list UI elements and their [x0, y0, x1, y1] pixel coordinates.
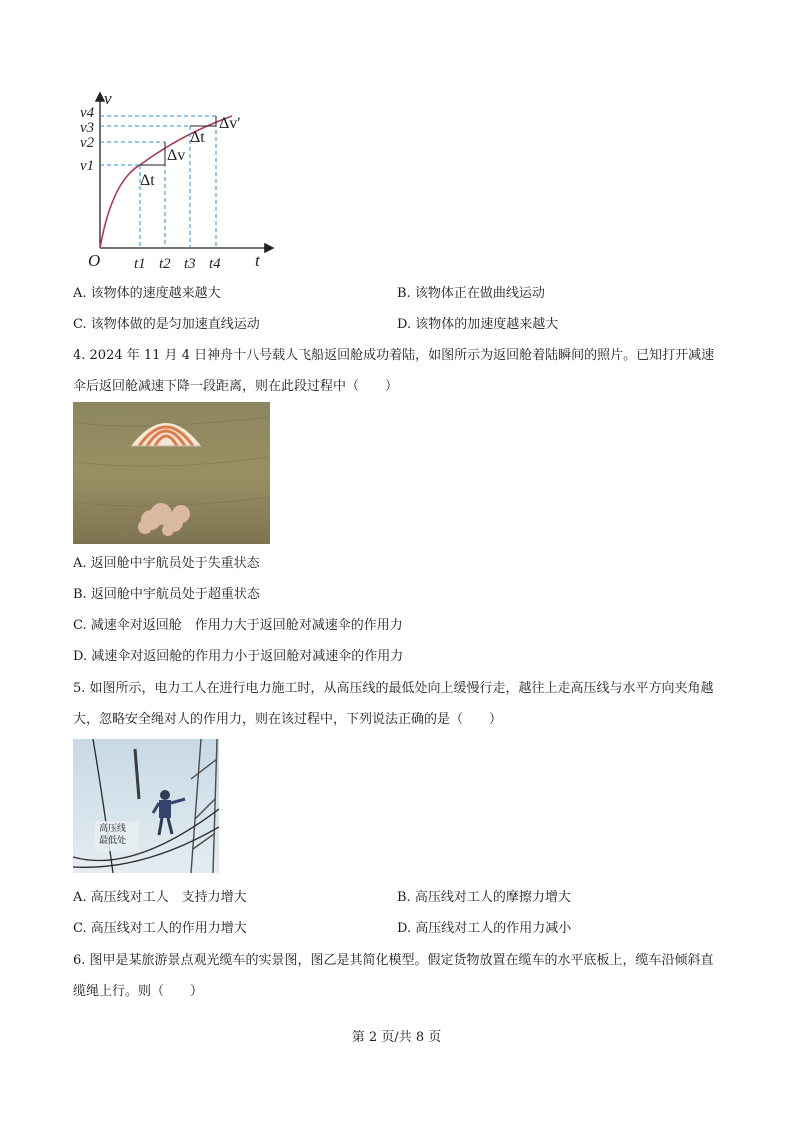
q6-stem: 6. 图甲是某旅游景点观光缆车的实景图，图乙是其简化模型。假定货物放置在缆车的水平底板上，缆车沿倾斜直缆绳上行。则（ ）	[73, 953, 714, 999]
q5-stem: 5. 如图所示，电力工人在进行电力施工时，从高压线的最低处向上缓慢行走，越往上走高压线与水平方向夹角越大，忽略安全绳对人的作用力，则在该过程中，下列说法正确的是（ ）	[73, 681, 714, 727]
q3-option-b[interactable]: B. 该物体正在做曲线运动	[397, 286, 545, 301]
velocity-time-graph	[72, 86, 287, 276]
q5-option-d[interactable]: D. 高压线对工人的作用力减小	[397, 921, 572, 936]
q3-option-c[interactable]: C. 该物体做的是匀加速直线运动	[73, 317, 260, 332]
velocity-curve	[100, 116, 232, 248]
dv-prime-label: Δv′	[219, 115, 241, 132]
photo-label-high-voltage-line: 高压线	[99, 824, 127, 834]
t-axis-label: t	[255, 251, 260, 270]
dt-label-2: Δt	[190, 129, 205, 146]
t2-label: t2	[159, 256, 171, 272]
v4-label: v4	[80, 105, 95, 121]
t1-label: t1	[134, 256, 146, 272]
q4-option-c[interactable]: C. 减速伞对返回舱 作用力大于返回舱对减速伞的作用力	[73, 618, 403, 633]
v-axis-label: v	[104, 89, 112, 108]
power-line-worker-photo	[73, 739, 219, 873]
q4-option-d[interactable]: D. 减速伞对返回舱的作用力小于返回舱对减速伞的作用力	[73, 649, 404, 664]
q4-option-b[interactable]: B. 返回舱中宇航员处于超重状态	[73, 587, 260, 602]
v2-label: v2	[80, 135, 95, 151]
t3-label: t3	[184, 256, 196, 272]
origin-label: O	[88, 251, 101, 270]
capsule-landing-photo	[73, 402, 270, 544]
q5-option-b[interactable]: B. 高压线对工人的摩擦力增大	[397, 890, 571, 905]
v3-label: v3	[80, 120, 95, 136]
q5-option-c[interactable]: C. 高压线对工人的作用力增大	[73, 921, 247, 936]
q4-stem: 4. 2024 年 11 月 4 日神舟十八号载人飞船返回舱成功着陆，如图所示为返回舱着陆瞬间的照片。已知打开减速伞后返回舱减速下降一段距离，则在此段过程中（ ）	[73, 348, 715, 394]
photo-label-lowest-point: 最低处	[99, 836, 127, 846]
t4-label: t4	[209, 256, 221, 272]
q4-option-a[interactable]: A. 返回舱中宇航员处于失重状态	[73, 556, 260, 571]
q3-option-a[interactable]: A. 该物体的速度越来越大	[73, 286, 221, 301]
page-footer: 第 2 页/共 8 页	[351, 1030, 442, 1045]
dv-label: Δv	[167, 147, 186, 164]
q3-option-d[interactable]: D. 该物体的加速度越来越大	[397, 317, 559, 332]
v1-label: v1	[80, 158, 95, 174]
q5-option-a[interactable]: A. 高压线对工人 支持力增大	[73, 890, 247, 905]
dt-label: Δt	[140, 172, 155, 189]
